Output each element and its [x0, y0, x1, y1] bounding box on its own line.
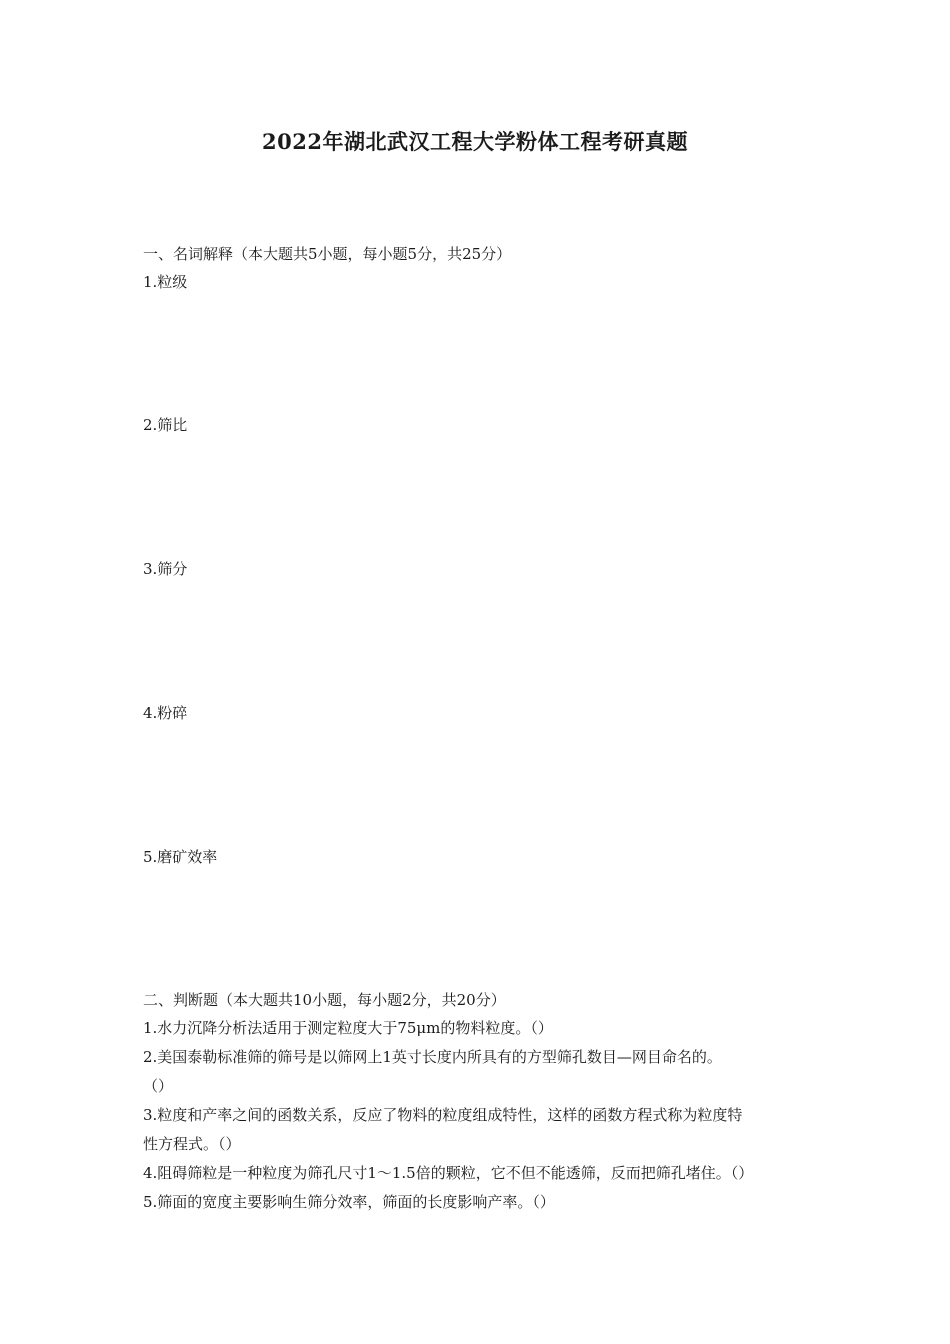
section-1-heading: 一、名词解释（本大题共5小题，每小题5分，共25分） [143, 245, 512, 263]
term-item-5: 5.磨矿效率 [143, 848, 218, 866]
judgment-line: （） [143, 1077, 174, 1095]
judgment-line: 4.阻碍筛粒是一种粒度为筛孔尺寸1～1.5倍的颗粒，它不但不能透筛，反而把筛孔堵住。（） [143, 1164, 754, 1182]
judgment-line: 2.美国泰勒标准筛的筛号是以筛网上1英寸长度内所具有的方型筛孔数目—网目命名的。 [143, 1048, 722, 1066]
section-2-heading: 二、判断题（本大题共10小题，每小题2分，共20分） [143, 991, 506, 1009]
judgment-line: 5.筛面的宽度主要影响生筛分效率，筛面的长度影响产率。（） [143, 1193, 555, 1211]
judgment-line: 1.水力沉降分析法适用于测定粒度大于75μm的物料粒度。（） [143, 1019, 553, 1037]
judgment-line: 3.粒度和产率之间的函数关系，反应了物料的粒度组成特性，这样的函数方程式称为粒度特 [143, 1106, 743, 1124]
term-item-2: 2.筛比 [143, 416, 188, 434]
term-item-3: 3.筛分 [143, 560, 188, 578]
term-item-1: 1.粒级 [143, 273, 188, 291]
term-item-4: 4.粉碎 [143, 704, 188, 722]
judgment-line: 性方程式。（） [143, 1135, 241, 1153]
document-title: 2022年湖北武汉工程大学粉体工程考研真题 [262, 129, 688, 154]
